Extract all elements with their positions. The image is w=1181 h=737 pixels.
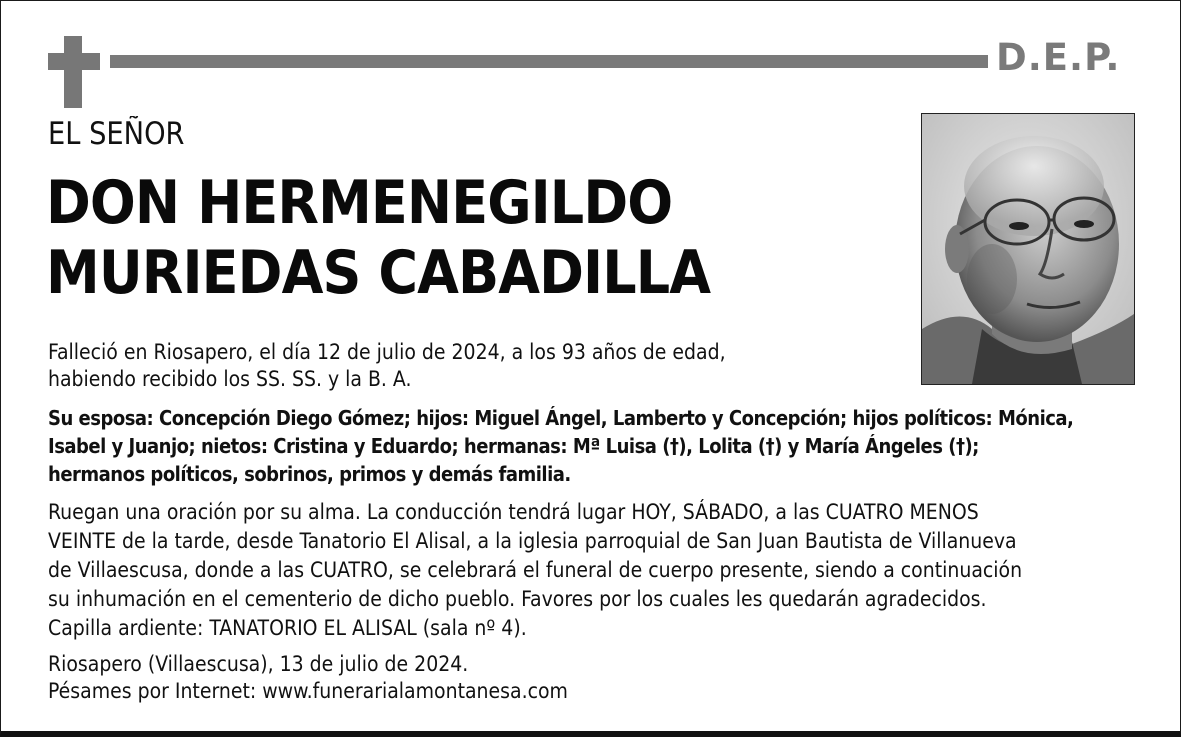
family-line: Isabel y Juanjo; nietos: Cristina y Eduardo; hermanas: Mª Luisa (†), Lolita (†) y María Ángeles (†); bbox=[48, 434, 979, 458]
family-line: Su esposa: Concepción Diego Gómez; hijos: Miguel Ángel, Lamberto y Concepción; hijos políticos: Mónica, bbox=[48, 406, 1074, 430]
family-line: hermanos políticos, sobrinos, primos y demás familia. bbox=[48, 462, 571, 486]
ceremony-line: su inhumación en el cementerio de dicho pueblo. Favores por los cuales les quedarán agradecidos. bbox=[48, 587, 987, 611]
portrait-image bbox=[922, 114, 1134, 384]
ceremony-line: Ruegan una oración por su alma. La conducción tendrá lugar HOY, SÁBADO, a las CUATRO MENOS bbox=[48, 500, 979, 524]
ceremony-line: VEINTE de la tarde, desde Tanatorio El Alisal, a la iglesia parroquial de San Juan Bautista de Villanueva bbox=[48, 529, 1017, 553]
deceased-prefix: EL SEÑOR bbox=[48, 116, 185, 152]
death-notice-line: Falleció en Riosapero, el día 12 de julio de 2024, a los 93 años de edad, bbox=[48, 340, 726, 364]
death-notice-line: habiendo recibido los SS. SS. y la B. A. bbox=[48, 367, 412, 391]
deceased-name-line-2: MURIEDAS CABADILLA bbox=[46, 238, 711, 308]
ceremony-details bbox=[48, 498, 1148, 643]
header-rule bbox=[110, 55, 988, 68]
ceremony-line: de Villaescusa, donde a las CUATRO, se celebrará el funeral de cuerpo presente, siendo a continuación bbox=[48, 558, 1023, 582]
deceased-name-line-1: DON HERMENEGILDO bbox=[46, 168, 673, 238]
death-notice bbox=[48, 339, 808, 393]
condolences-link[interactable]: Pésames por Internet: www.funerarialamontanesa.com bbox=[48, 679, 568, 703]
deceased-photo bbox=[921, 113, 1135, 385]
deceased-name bbox=[46, 168, 710, 308]
cross-icon bbox=[48, 36, 100, 108]
family-list bbox=[48, 404, 1148, 488]
place-date: Riosapero (Villaescusa), 13 de julio de 2024. bbox=[48, 652, 469, 676]
ceremony-line: Capilla ardiente: TANATORIO EL ALISAL (sala nº 4). bbox=[48, 616, 527, 640]
footer bbox=[48, 651, 1048, 705]
dep-label: D.E.P. bbox=[996, 36, 1121, 79]
